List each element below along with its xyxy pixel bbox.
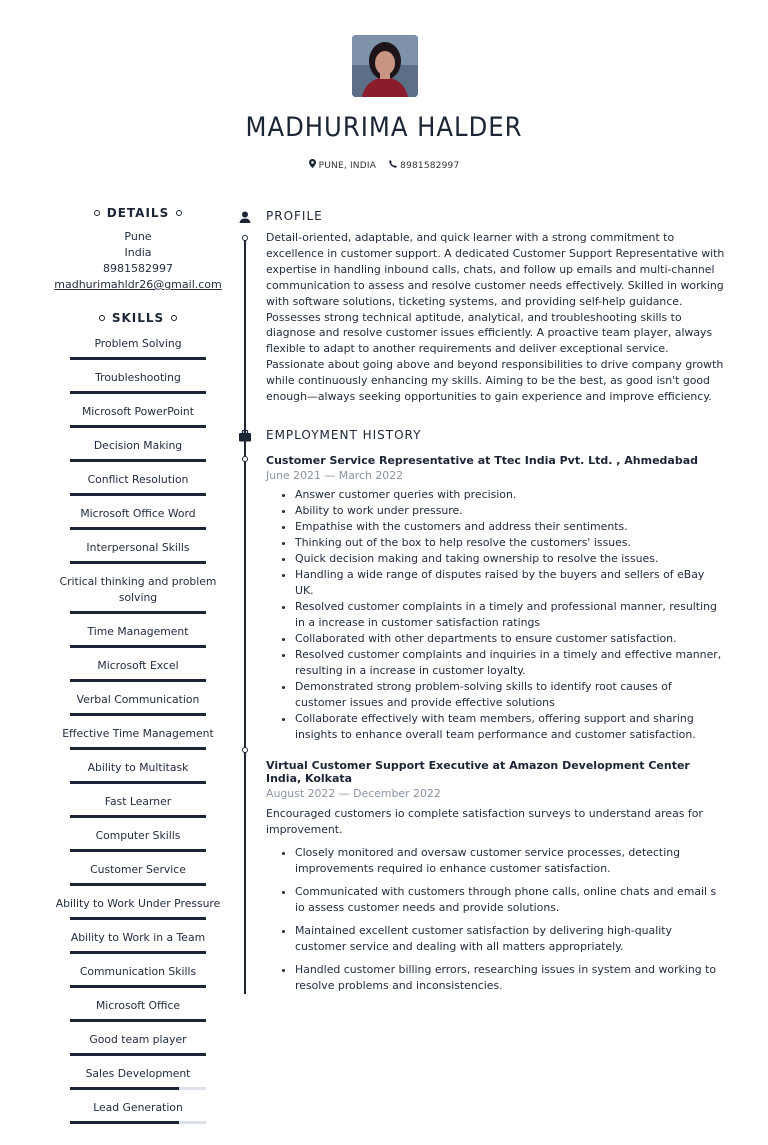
skill-level-bar xyxy=(70,917,206,920)
timeline-dot xyxy=(242,456,248,462)
timeline-dot xyxy=(242,235,248,241)
profile-photo xyxy=(352,35,418,97)
skill-level-fill xyxy=(70,1087,179,1090)
skill-level-fill xyxy=(70,985,206,988)
skill-item xyxy=(54,619,222,653)
skill-level-bar xyxy=(70,391,206,394)
skill-item xyxy=(54,569,222,619)
bullet-circle-icon xyxy=(176,210,182,216)
skill-label: Time Management xyxy=(87,625,189,638)
skill-level-fill xyxy=(70,781,206,784)
skill-level-fill xyxy=(70,611,206,614)
skill-label: Effective Time Management xyxy=(62,727,214,740)
skill-label: Microsoft Office Word xyxy=(80,507,196,520)
job-title: Virtual Customer Support Executive at Amazon Development Center India, Kolkata xyxy=(266,759,690,785)
details-phone: 8981582997 xyxy=(103,262,173,275)
skill-level-bar xyxy=(70,1053,206,1056)
skill-level-bar xyxy=(70,849,206,852)
skill-label: Sales Development xyxy=(85,1067,191,1080)
location-pin-icon xyxy=(309,159,316,171)
skill-level-fill xyxy=(70,815,206,818)
skill-level-fill xyxy=(70,425,206,428)
profile-heading: PROFILE xyxy=(266,209,323,223)
profile-text: Detail-oriented, adaptable, and quick learner with a strong commitment to excellence in customer support. A dedicated Customer Support Representative with expertise in handling inbound calls, chats, and follow up emails and multi-channel communication to assess and resolve customer needs effectively. Skilled in working with software solutions, ticketing systems, and providing self-help guidance. Possesses strong technical aptitude, analytical, and troubleshooting skills to diagnose and resolve customer issues efficiently. A proactive team player, always flexible to adapt to another requirements and deliver exceptional service. Passionate about going above and beyond responsibilities to drive company growth while continuously enhancing my skills. Aiming to be the best, as good isn't good enough—always seeking opportunities to gain experience and improve efficiency. xyxy=(266,231,725,404)
details-block xyxy=(54,229,222,293)
job-bullet: • Maintained excellent customer satisfaction by delivering high-quality customer service and dealing with all matters appropriately. xyxy=(295,923,726,955)
skill-level-bar xyxy=(70,679,206,682)
skill-level-bar xyxy=(70,527,206,530)
skill-level-bar xyxy=(70,459,206,462)
skill-level-bar xyxy=(70,1019,206,1022)
timeline-dot xyxy=(242,747,248,753)
skill-level-fill xyxy=(70,459,206,462)
job-bullet: • Collaborated with other departments to ensure customer satisfaction. xyxy=(295,631,726,647)
skill-level-bar xyxy=(70,645,206,648)
job-bullet: • Empathise with the customers and address their sentiments. xyxy=(295,519,726,535)
skill-item xyxy=(54,331,222,365)
skill-level-fill xyxy=(70,849,206,852)
job-bullet: • Handling a wide range of disputes raised by the buyers and sellers of eBay UK. xyxy=(295,567,726,599)
skill-item xyxy=(54,925,222,959)
job-bullets xyxy=(266,487,726,743)
skill-label: Ability to Work Under Pressure xyxy=(55,897,221,910)
skill-item xyxy=(54,755,222,789)
profile-section xyxy=(266,209,726,405)
skill-label: Decision Making xyxy=(93,439,183,452)
skill-level-fill xyxy=(70,1053,206,1056)
skill-level-bar xyxy=(70,611,206,614)
skill-item xyxy=(54,535,222,569)
timeline-line xyxy=(244,236,246,994)
skill-item xyxy=(54,1027,222,1061)
skill-label: Microsoft Office xyxy=(95,999,181,1012)
skill-level-bar xyxy=(70,357,206,360)
details-city: Pune xyxy=(124,230,152,243)
location-text: PUNE, INDIA xyxy=(318,161,377,171)
skill-item xyxy=(54,653,222,687)
skill-level-fill xyxy=(70,917,206,920)
skill-list xyxy=(54,331,222,1129)
skill-label: Troubleshooting xyxy=(95,371,181,384)
job-bullet: • Handled customer billing errors, researching issues in system and working to resolve problems and inconsistencies. xyxy=(295,962,726,994)
skill-item xyxy=(54,857,222,891)
skill-item xyxy=(54,1061,222,1095)
phone-icon xyxy=(389,160,397,171)
job-entry xyxy=(266,454,726,743)
skill-level-fill xyxy=(70,391,206,394)
job-bullet: • Demonstrated strong problem-solving skills to identify root causes of customer issues and provide effective solutions xyxy=(295,679,726,711)
bullet-circle-icon xyxy=(99,315,105,321)
skill-level-bar xyxy=(70,781,206,784)
phone-item xyxy=(389,160,459,171)
skill-item xyxy=(54,1095,222,1129)
skill-level-bar xyxy=(70,951,206,954)
employment-heading: EMPLOYMENT HISTORY xyxy=(266,428,422,442)
details-country: India xyxy=(124,246,152,259)
skill-label: Customer Service xyxy=(90,863,186,876)
skill-level-fill xyxy=(70,679,206,682)
job-bullet: • Ability to work under pressure. xyxy=(295,503,726,519)
skill-item xyxy=(54,789,222,823)
skill-level-bar xyxy=(70,747,206,750)
bullet-circle-icon xyxy=(94,210,100,216)
skill-level-fill xyxy=(70,357,206,360)
skill-label: Microsoft Excel xyxy=(97,659,179,672)
skill-item xyxy=(54,891,222,925)
skill-label: Conflict Resolution xyxy=(87,473,189,486)
job-dates: August 2022 — December 2022 xyxy=(266,787,441,800)
skill-level-bar xyxy=(70,561,206,564)
job-bullets xyxy=(266,845,726,994)
skill-level-bar xyxy=(70,713,206,716)
skill-item xyxy=(54,959,222,993)
skills-heading: SKILLS xyxy=(54,311,222,325)
skill-label: Verbal Communication xyxy=(76,693,200,706)
skill-item xyxy=(54,993,222,1027)
person-icon xyxy=(238,209,252,223)
skill-label: Communication Skills xyxy=(79,965,197,978)
skill-level-bar xyxy=(70,985,206,988)
job-bullet: • Resolved customer complaints in a timely and professional manner, resulting in a increase in customer satisfaction ratings xyxy=(295,599,726,631)
job-title: Customer Service Representative at Ttec India Pvt. Ltd. , Ahmedabad xyxy=(266,454,698,467)
skill-label: Microsoft PowerPoint xyxy=(81,405,195,418)
skill-item xyxy=(54,501,222,535)
candidate-name: MADHURIMA HALDER xyxy=(245,112,523,143)
skill-level-bar xyxy=(70,883,206,886)
skill-level-fill xyxy=(70,747,206,750)
job-dates: June 2021 — March 2022 xyxy=(266,469,404,482)
skill-label: Critical thinking and problem solving xyxy=(59,575,217,604)
skill-level-bar xyxy=(70,1121,206,1124)
skill-label: Lead Generation xyxy=(93,1101,183,1114)
skill-item xyxy=(54,687,222,721)
skill-level-fill xyxy=(70,493,206,496)
skill-level-fill xyxy=(70,527,206,530)
briefcase-icon xyxy=(238,428,252,442)
skill-item xyxy=(54,365,222,399)
bullet-circle-icon xyxy=(171,315,177,321)
skill-label: Computer Skills xyxy=(95,829,181,842)
skill-level-bar xyxy=(70,1087,206,1090)
phone-text: 8981582997 xyxy=(400,161,460,171)
skill-level-bar xyxy=(70,493,206,496)
skill-label: Interpersonal Skills xyxy=(86,541,190,554)
job-bullet: • Quick decision making and taking ownership to resolve the issues. xyxy=(295,551,726,567)
details-email-link[interactable]: madhurimahldr26@gmail.com xyxy=(54,278,222,291)
job-bullet: • Communicated with customers through phone calls, online chats and email s io assess customer needs and provide solutions. xyxy=(295,884,726,916)
job-bullet: • Resolved customer complaints and inquiries in a timely and effective manner, resulting in a increase in customer loyalty. xyxy=(295,647,726,679)
employment-section xyxy=(266,428,726,1001)
skill-level-fill xyxy=(70,645,206,648)
skill-level-fill xyxy=(70,713,206,716)
skill-label: Good team player xyxy=(89,1033,187,1046)
contact-line xyxy=(0,159,768,171)
job-bullet: • Closely monitored and oversaw customer service processes, detecting improvements required io enhance customer satisfaction. xyxy=(295,845,726,877)
left-column xyxy=(54,206,222,1145)
job-intro: Encouraged customers io complete satisfaction surveys to understand areas for improvement. xyxy=(266,807,703,836)
skill-level-bar xyxy=(70,815,206,818)
skill-level-fill xyxy=(70,1019,206,1022)
skill-level-fill xyxy=(70,883,206,886)
skill-item xyxy=(54,399,222,433)
details-heading: DETAILS xyxy=(54,206,222,220)
job-entry xyxy=(266,759,726,994)
job-bullet: • Answer customer queries with precision. xyxy=(295,487,726,503)
skill-level-fill xyxy=(70,1121,179,1124)
skill-label: Fast Learner xyxy=(104,795,172,808)
skill-level-fill xyxy=(70,951,206,954)
skill-item xyxy=(54,721,222,755)
job-bullet: • Collaborate effectively with team members, offering support and sharing insights to enhance overall team performance and customer satisfaction. xyxy=(295,711,726,743)
location-item xyxy=(309,159,376,171)
skill-label: Ability to Multitask xyxy=(87,761,189,774)
skill-label: Ability to Work in a Team xyxy=(70,931,206,944)
skill-level-fill xyxy=(70,561,206,564)
skill-item xyxy=(54,467,222,501)
skill-label: Problem Solving xyxy=(94,337,182,350)
skill-item xyxy=(54,823,222,857)
skill-level-bar xyxy=(70,425,206,428)
job-bullet: • Thinking out of the box to help resolve the customers' issues. xyxy=(295,535,726,551)
skill-item xyxy=(54,433,222,467)
